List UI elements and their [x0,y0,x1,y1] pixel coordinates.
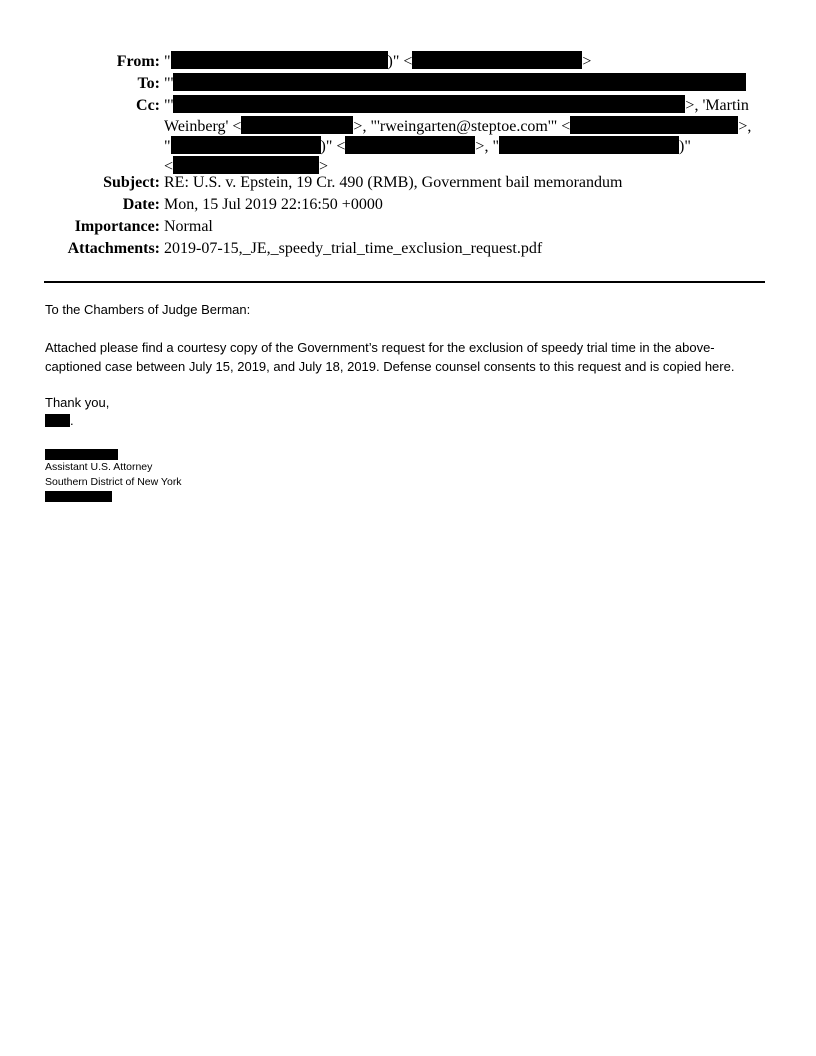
message-body [45,300,775,502]
header-divider [44,281,765,283]
signature-office: Southern District of New York [45,476,182,488]
from-label: From: [116,53,160,70]
cc-label: Cc: [136,97,160,114]
redaction-box [412,51,582,69]
cc-text: " [164,138,171,155]
cc-text: > [319,158,329,175]
cc-text: "' [164,97,174,114]
attachments-row [0,238,816,260]
cc-value-line1 [164,95,749,117]
from-text-mid: )" < [387,53,413,70]
date-value: Mon, 15 Jul 2019 22:16:50 +0000 [164,196,383,213]
cc-row-line2 [0,116,816,138]
cc-value-line2 [164,116,751,138]
subject-label: Subject: [103,174,160,191]
redaction-box [45,414,70,427]
redaction-box [173,95,685,113]
redaction-box [171,136,321,154]
redaction-box [45,491,112,502]
date-label: Date: [122,196,160,213]
cc-value-line3 [164,136,691,158]
subject-row [0,172,816,194]
to-row [0,73,816,95]
message-paragraph-line1: Attached please find a courtesy copy of the Government’s request for the exclusion of speedy trial time in the above- [45,340,715,355]
attachments-label: Attachments: [67,240,160,257]
cc-row [0,95,816,117]
redaction-box [45,449,118,460]
cc-text: >, 'Martin [685,97,749,114]
signature-title: Assistant U.S. Attorney [45,461,153,473]
message-paragraph-line2: captioned case between July 15, 2019, and July 18, 2019. Defense counsel consents to this request and is copied here. [45,359,735,374]
from-row [0,51,816,73]
cc-row-line3 [0,136,816,158]
closing: Thank you, [45,395,110,410]
greeting: To the Chambers of Judge Berman: [45,302,251,317]
cc-text: )" < [320,138,346,155]
importance-value: Normal [164,218,213,235]
to-value [164,73,746,95]
redaction-box [171,51,388,69]
initial-suffix: . [70,413,74,428]
to-label: To: [137,75,160,92]
cc-text: Weinberg' < [164,118,242,135]
from-text-quote: " [164,53,171,70]
cc-text: >, [738,118,752,135]
importance-row [0,216,816,238]
importance-label: Importance: [74,218,160,235]
cc-text: < [164,158,174,175]
cc-text: >, " [475,138,499,155]
signature-block [45,449,775,502]
redaction-box [241,116,353,134]
redaction-box [570,116,738,134]
cc-text: )" [678,138,691,155]
redaction-box [499,136,679,154]
date-row [0,194,816,216]
sender-initial-line [45,413,775,428]
attachment-filename[interactable]: 2019-07-15,_JE,_speedy_trial_time_exclusion_request.pdf [164,240,543,257]
from-value [164,51,591,73]
redaction-box [345,136,475,154]
redaction-box [173,73,746,91]
from-text-end: > [582,53,592,70]
subject-value: RE: U.S. v. Epstein, 19 Cr. 490 (RMB), Government bail memorandum [164,174,623,191]
to-text-quote: "' [164,75,174,92]
cc-text: >, "'rweingarten@steptoe.com'" < [353,118,571,135]
